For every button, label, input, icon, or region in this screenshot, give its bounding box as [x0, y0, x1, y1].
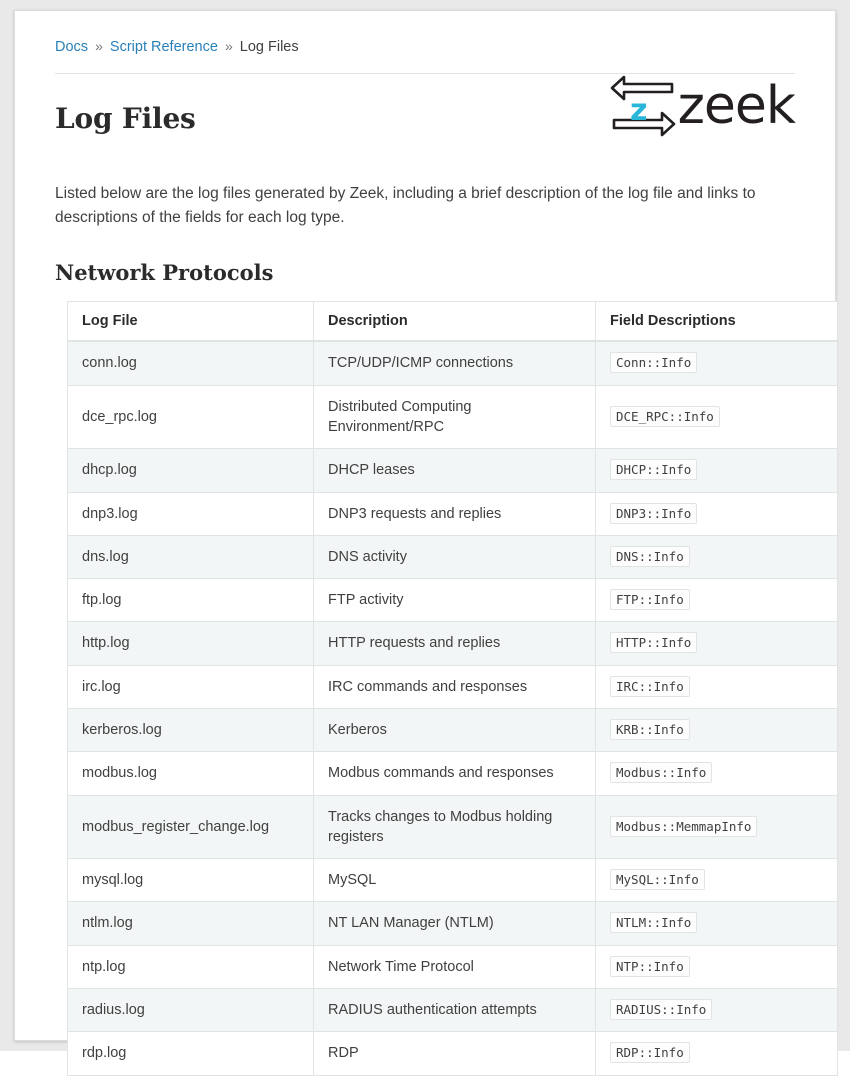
table-body — [68, 341, 838, 1075]
cell-field-descriptions — [596, 902, 838, 945]
cell-description: Network Time Protocol — [314, 945, 596, 988]
cell-description: DHCP leases — [314, 449, 596, 492]
cell-log-file: kerberos.log — [68, 709, 314, 752]
column-header-log-file: Log File — [68, 302, 314, 342]
field-description-link[interactable]: FTP::Info — [610, 589, 690, 610]
cell-field-descriptions — [596, 989, 838, 1032]
table-row — [68, 385, 838, 449]
cell-description: Kerberos — [314, 709, 596, 752]
cell-log-file: http.log — [68, 622, 314, 665]
table-row — [68, 709, 838, 752]
cell-log-file: rdp.log — [68, 1032, 314, 1075]
table-row — [68, 945, 838, 988]
cell-description: FTP activity — [314, 579, 596, 622]
cell-field-descriptions — [596, 795, 838, 859]
cell-field-descriptions — [596, 535, 838, 578]
cell-field-descriptions — [596, 665, 838, 708]
table-row — [68, 341, 838, 385]
section-title-network-protocols: Network Protocols — [55, 260, 274, 286]
zeek-z-arrows-icon — [610, 75, 676, 137]
cell-description: Tracks changes to Modbus holding registers — [314, 795, 596, 859]
cell-description: IRC commands and responses — [314, 665, 596, 708]
field-description-link[interactable]: RADIUS::Info — [610, 999, 712, 1020]
field-description-link[interactable]: NTP::Info — [610, 956, 690, 977]
field-description-link[interactable]: DNS::Info — [610, 546, 690, 567]
table-row — [68, 449, 838, 492]
cell-log-file: modbus_register_change.log — [68, 795, 314, 859]
field-description-link[interactable]: NTLM::Info — [610, 912, 697, 933]
document-body — [14, 10, 836, 1062]
cell-log-file: irc.log — [68, 665, 314, 708]
table-row — [68, 492, 838, 535]
table-row — [68, 795, 838, 859]
cell-field-descriptions — [596, 752, 838, 795]
cell-field-descriptions — [596, 945, 838, 988]
cell-field-descriptions — [596, 492, 838, 535]
field-description-link[interactable]: HTTP::Info — [610, 632, 697, 653]
page-header — [55, 76, 795, 164]
field-description-link[interactable]: DNP3::Info — [610, 503, 697, 524]
cell-log-file: radius.log — [68, 989, 314, 1032]
field-description-link[interactable]: DCE_RPC::Info — [610, 406, 720, 427]
cell-log-file: ftp.log — [68, 579, 314, 622]
field-description-link[interactable]: IRC::Info — [610, 676, 690, 697]
cell-field-descriptions — [596, 341, 838, 385]
cell-log-file: mysql.log — [68, 859, 314, 902]
cell-description: NT LAN Manager (NTLM) — [314, 902, 596, 945]
table-row — [68, 665, 838, 708]
cell-log-file: dce_rpc.log — [68, 385, 314, 449]
cell-description: TCP/UDP/ICMP connections — [314, 341, 596, 385]
zeek-logo-text: zeek — [677, 76, 795, 137]
cell-field-descriptions — [596, 579, 838, 622]
cell-log-file: conn.log — [68, 341, 314, 385]
cell-field-descriptions — [596, 709, 838, 752]
cell-log-file: dns.log — [68, 535, 314, 578]
zeek-logo — [610, 74, 795, 138]
cell-field-descriptions — [596, 449, 838, 492]
table-row — [68, 535, 838, 578]
cell-log-file: ntlm.log — [68, 902, 314, 945]
cell-field-descriptions — [596, 859, 838, 902]
cell-log-file: ntp.log — [68, 945, 314, 988]
cell-log-file: modbus.log — [68, 752, 314, 795]
cell-description: DNP3 requests and replies — [314, 492, 596, 535]
svg-text:z: z — [629, 93, 648, 129]
cell-log-file: dnp3.log — [68, 492, 314, 535]
intro-paragraph: Listed below are the log files generated by Zeek, including a brief description of the log file and links to descriptions of the fields for each log type. — [55, 185, 756, 227]
table-row — [68, 989, 838, 1032]
table-row — [68, 752, 838, 795]
cell-field-descriptions — [596, 385, 838, 449]
field-description-link[interactable]: MySQL::Info — [610, 869, 705, 890]
breadcrumb-item-docs[interactable]: Docs — [55, 39, 89, 55]
table-row — [68, 859, 838, 902]
breadcrumb — [55, 37, 795, 74]
cell-description: RDP — [314, 1032, 596, 1075]
cell-description: RADIUS authentication attempts — [314, 989, 596, 1032]
cell-description: MySQL — [314, 859, 596, 902]
cell-field-descriptions — [596, 622, 838, 665]
breadcrumb-separator: » — [224, 38, 233, 54]
field-description-link[interactable]: Modbus::Info — [610, 762, 712, 783]
field-description-link[interactable]: DHCP::Info — [610, 459, 697, 480]
page-title: Log Files — [55, 102, 196, 136]
log-files-table — [67, 301, 838, 1075]
field-description-link[interactable]: Modbus::MemmapInfo — [610, 816, 757, 837]
cell-description: DNS activity — [314, 535, 596, 578]
table-row — [68, 622, 838, 665]
field-description-link[interactable]: KRB::Info — [610, 719, 690, 740]
cell-description: HTTP requests and replies — [314, 622, 596, 665]
cell-log-file: dhcp.log — [68, 449, 314, 492]
cell-field-descriptions — [596, 1032, 838, 1075]
table-header-row — [68, 302, 838, 342]
breadcrumb-item-current: Log Files — [239, 39, 299, 55]
field-description-link[interactable]: Conn::Info — [610, 352, 697, 373]
table-row — [68, 902, 838, 945]
field-description-link[interactable]: RDP::Info — [610, 1042, 690, 1063]
table-row — [68, 579, 838, 622]
breadcrumb-item-script-reference[interactable]: Script Reference — [109, 39, 218, 55]
table-row — [68, 1032, 838, 1075]
cell-description: Modbus commands and responses — [314, 752, 596, 795]
column-header-field-descriptions: Field Descriptions — [596, 302, 838, 342]
table-header — [68, 302, 838, 342]
cell-description: Distributed Computing Environment/RPC — [314, 385, 596, 449]
column-header-description: Description — [314, 302, 596, 342]
breadcrumb-separator: » — [95, 38, 103, 54]
